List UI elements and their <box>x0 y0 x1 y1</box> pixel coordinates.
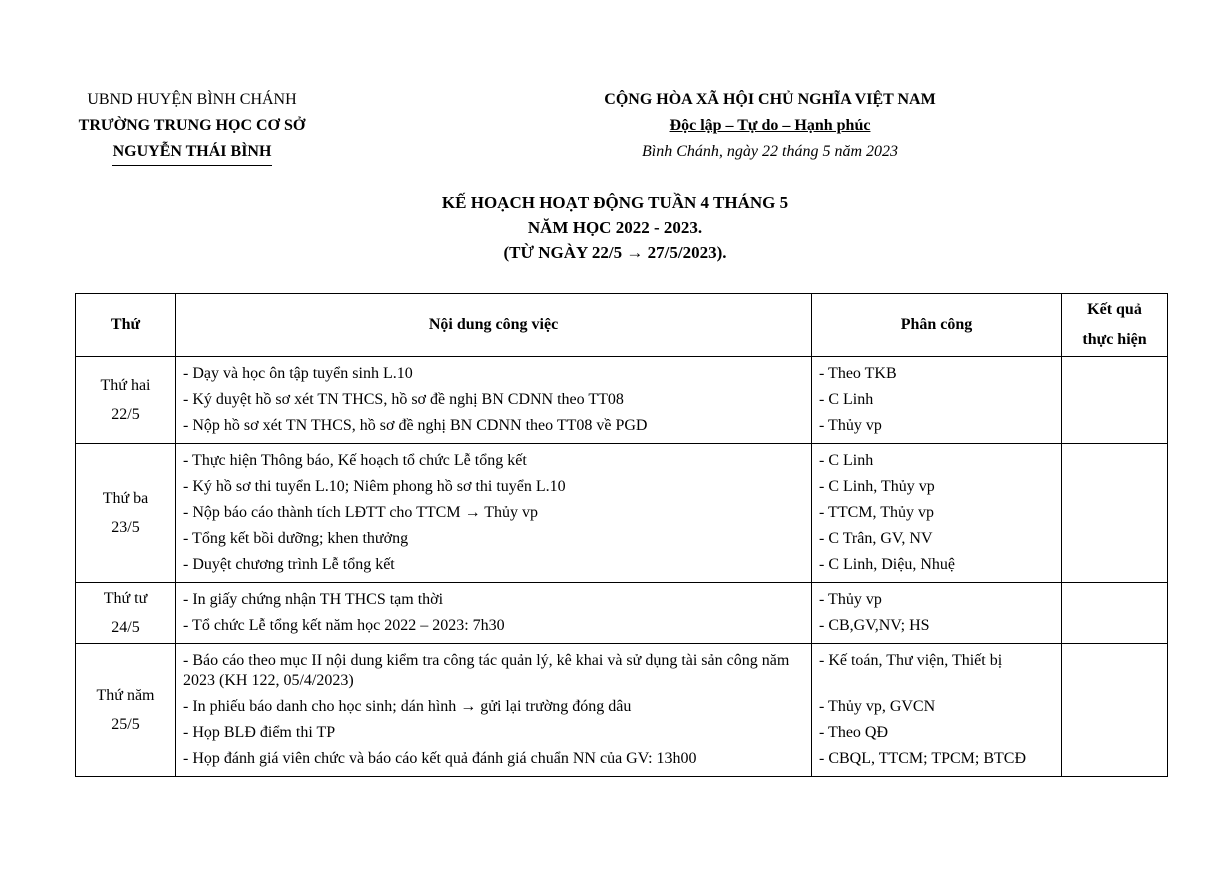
result-cell <box>1062 357 1168 444</box>
day-date: 25/5 <box>111 716 140 733</box>
plan-table <box>75 293 1168 777</box>
table-row <box>76 583 1168 644</box>
day-cell <box>76 583 176 644</box>
day-name: Thứ tư <box>103 590 148 607</box>
title-line-3: (TỪ NGÀY 22/5 → 27/5/2023). <box>503 243 727 262</box>
header-left <box>52 87 332 166</box>
assign-item: - Theo QĐ <box>819 724 889 741</box>
document-title <box>0 190 1230 265</box>
header-content: Nội dung công việc <box>176 294 812 357</box>
day-name: Thứ hai <box>100 377 151 394</box>
task-item: - Thực hiện Thông báo, Kế hoạch tổ chức Lễ tổng kết <box>183 452 527 469</box>
content-cell <box>176 583 812 644</box>
task-item: - Duyệt chương trình Lễ tổng kết <box>183 556 395 573</box>
assign-item: - CBQL, TTCM; TPCM; BTCĐ <box>819 750 1026 767</box>
assign-item: - Thủy vp, GVCN <box>819 698 936 715</box>
task-item: - Họp BLĐ điểm thi TP <box>183 724 336 741</box>
assign-cell <box>812 583 1062 644</box>
title-line-2: NĂM HỌC 2022 - 2023. <box>527 218 703 237</box>
assign-item: - CB,GV,NV; HS <box>819 617 930 634</box>
assign-item: - Thủy vp <box>819 417 882 434</box>
header-result <box>1062 294 1168 357</box>
task-item: - Báo cáo theo mục II nội dung kiểm tra công tác quản lý, kê khai và sử dụng tài sản công năm 2023 (KH 122, 05/4/2023) <box>183 652 790 689</box>
assign-cell <box>812 644 1062 777</box>
result-cell <box>1062 444 1168 583</box>
assign-item: - C Linh <box>819 391 874 408</box>
task-item: - Nộp hồ sơ xét TN THCS, hồ sơ đề nghị BN CDNN theo TT08 về PGD <box>183 417 648 434</box>
content-cell <box>176 644 812 777</box>
document-date: Bình Chánh, ngày 22 tháng 5 năm 2023 <box>642 143 898 160</box>
assign-item: - C Linh, Diệu, Nhuệ <box>819 556 955 573</box>
assign-item: - C Trân, GV, NV <box>819 530 933 547</box>
assign-item: - C Linh, Thủy vp <box>819 478 935 495</box>
task-item: - In giấy chứng nhận TH THCS tạm thời <box>183 591 444 608</box>
assign-item: - TTCM, Thủy vp <box>819 504 934 521</box>
title-line-1: KẾ HOẠCH HOẠT ĐỘNG TUẦN 4 THÁNG 5 <box>441 193 789 212</box>
task-item: - In phiếu báo danh cho học sinh; dán hình → gửi lại trường đóng dâu <box>183 698 632 715</box>
result-cell <box>1062 583 1168 644</box>
assign-item: - Theo TKB <box>819 365 897 382</box>
task-item: - Họp đánh giá viên chức và báo cáo kết quả đánh giá chuẩn NN của GV: 13h00 <box>183 750 697 767</box>
day-date: 22/5 <box>111 406 140 423</box>
task-item: - Nộp báo cáo thành tích LĐTT cho TTCM → Thủy vp <box>183 504 539 521</box>
day-cell <box>76 644 176 777</box>
task-item: - Tổng kết bồi dưỡng; khen thưởng <box>183 530 409 547</box>
assign-cell <box>812 444 1062 583</box>
header-result-line-2: thực hiện <box>1082 331 1147 348</box>
table-row <box>76 357 1168 444</box>
task-item: - Ký hồ sơ thi tuyển L.10; Niêm phong hồ sơ thi tuyển L.10 <box>183 478 566 495</box>
day-date: 23/5 <box>111 519 140 536</box>
content-cell <box>176 444 812 583</box>
table-row <box>76 444 1168 583</box>
day-cell <box>76 357 176 444</box>
task-item: - Tổ chức Lễ tổng kết năm học 2022 – 2023: 7h30 <box>183 617 505 634</box>
task-item: - Ký duyệt hồ sơ xét TN THCS, hồ sơ đề nghị BN CDNN theo TT08 <box>183 391 624 408</box>
day-date: 24/5 <box>111 619 140 636</box>
task-item: - Dạy và học ôn tập tuyển sinh L.10 <box>183 365 413 382</box>
table-row <box>76 644 1168 777</box>
content-cell <box>176 357 812 444</box>
assign-item: - Kế toán, Thư viện, Thiết bị <box>819 652 1003 669</box>
header-result-line-1: Kết quả <box>1087 301 1142 318</box>
school-name: NGUYỄN THÁI BÌNH <box>112 143 272 160</box>
day-name: Thứ năm <box>96 687 155 704</box>
header-right <box>560 87 980 165</box>
header-day: Thứ <box>76 294 176 357</box>
table-header-row <box>76 294 1168 357</box>
assign-item: - Thủy vp <box>819 591 882 608</box>
assign-spacer <box>819 674 1054 694</box>
result-cell <box>1062 644 1168 777</box>
assign-cell <box>812 357 1062 444</box>
national-title: CỘNG HÒA XÃ HỘI CHỦ NGHĨA VIỆT NAM <box>604 91 936 108</box>
assign-item: - C Linh <box>819 452 874 469</box>
day-name: Thứ ba <box>102 490 149 507</box>
school-type: TRƯỜNG TRUNG HỌC CƠ SỞ <box>78 117 306 134</box>
header-assign: Phân công <box>812 294 1062 357</box>
header-left-underline <box>112 165 272 166</box>
district-name: UBND HUYỆN BÌNH CHÁNH <box>87 91 297 108</box>
national-motto: Độc lập – Tự do – Hạnh phúc <box>669 117 871 134</box>
day-cell <box>76 444 176 583</box>
